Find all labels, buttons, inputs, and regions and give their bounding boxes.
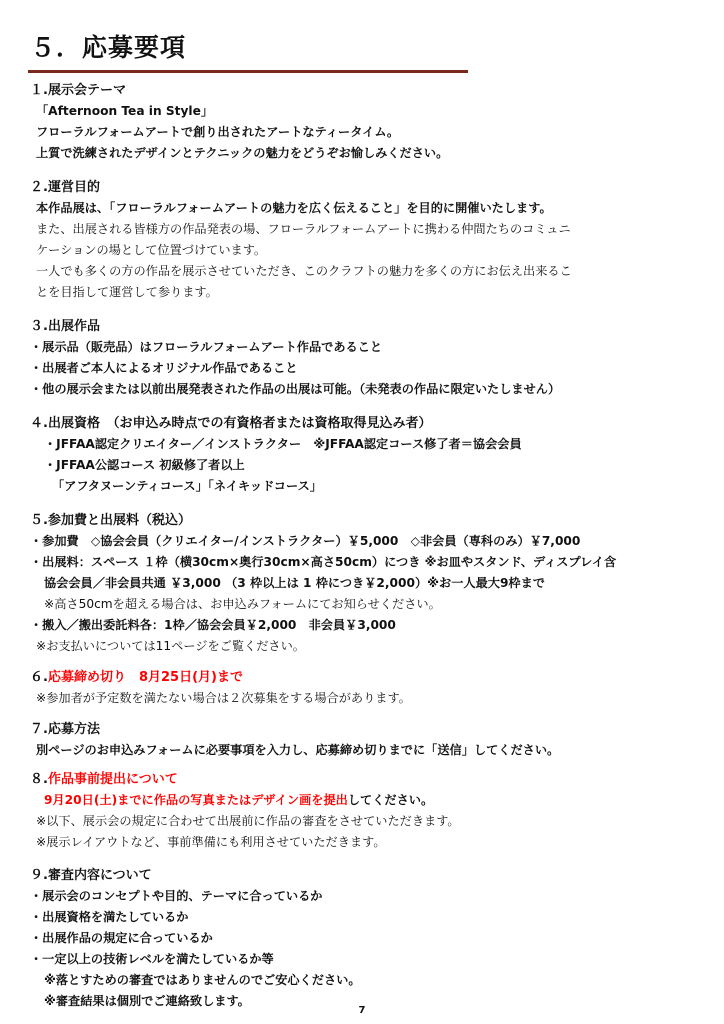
note-line: ※以下、展示会の規定に合わせて出展前に作品の審査をさせていただきます。	[36, 814, 460, 828]
note-line: ※展示レイアウトなど、事前準備にも利用させていただきます。	[36, 835, 386, 849]
section-application-method	[30, 719, 700, 761]
list-item: ・出展者ご本人によるオリジナル作品であること	[30, 361, 298, 375]
text-line: また、出展される皆様方の作品発表の場、フローラルフォームアートに携わる仲間たちのコミュニ	[36, 222, 571, 236]
list-item: ・出展資格を満たしているか	[30, 910, 189, 924]
submission-deadline-text: 9月20日(土)までに作品の写真またはデザイン画を提出	[44, 793, 348, 807]
note-line: ※参加者が予定数を満たない場合は２次募集をする場合があります。	[36, 691, 411, 705]
title-underline	[28, 70, 468, 73]
list-item: ・JFFAA認定クリエイター／インストラクター ※JFFAA認定コース修了者＝協会会員	[44, 437, 522, 451]
section-heading	[30, 769, 700, 790]
text-line: 協会会員／非会員共通 ￥3,000 （3 枠以上は 1 枠につき￥2,000）※お一人最大9枠まで	[44, 576, 545, 590]
list-item: ・展示会のコンセプトや目的、テーマに合っているか	[30, 889, 323, 903]
theme-title: 「Afternoon Tea in Style」	[36, 104, 214, 118]
section-heading: ９.審査内容について	[30, 868, 152, 883]
note-line: ※審査結果は個別でご連絡致します。	[44, 994, 250, 1008]
text-line: ケーションの場として位置づけています。	[36, 243, 267, 257]
list-item: ・出展作品の規定に合っているか	[30, 931, 213, 945]
list-item: ・搬入／搬出委託料各：1枠／協会会員￥2,000 非会員￥3,000	[30, 618, 396, 632]
list-item: ・出展料：スペース １枠（横30cm×奥行30cm×高さ50cm）につき ※お皿やスタンド、ディスプレイ含	[30, 555, 617, 569]
section-heading	[30, 667, 700, 688]
section-purpose	[30, 177, 700, 303]
section-deadline	[30, 667, 700, 709]
text-fragment: してください。	[347, 793, 434, 807]
text-line: 「アフタヌーンティコース」「ネイキッドコース」	[52, 479, 322, 493]
deadline-text: 応募締め切り 8月25日(月)まで	[47, 670, 243, 685]
section-eligibility	[30, 413, 700, 497]
section-heading: １.展示会テーマ	[30, 83, 126, 98]
section-review	[30, 865, 700, 1012]
page-number: 7	[358, 1005, 366, 1016]
section-heading: ５.参加費と出展料（税込）	[30, 513, 191, 528]
text-line: 別ページのお申込みフォームに必要事項を入力し、応募締め切りまでに「送信」してください。	[36, 743, 560, 757]
section-heading: ２.運営目的	[30, 180, 100, 195]
page-title: ５．応募要項	[30, 33, 187, 62]
text-line	[30, 790, 700, 811]
section-heading: ７.応募方法	[30, 722, 100, 737]
section-number: ８.	[30, 772, 48, 787]
list-item: ・JFFAA公認コース 初級修了者以上	[44, 458, 245, 472]
text-line: フローラルフォームアートで創り出されたアートなティータイム。	[36, 125, 400, 139]
text-line: とを目指して運営して参ります。	[36, 285, 218, 299]
text-line: 上質で洗練されたデザインとテクニックの魅力をどうぞお愉しみください。	[36, 146, 449, 160]
note-line: ※お支払いについては11ページをご覧ください。	[36, 639, 305, 653]
section-works	[30, 316, 700, 400]
section-heading: ４.出展資格 （お申込み時点での有資格者または資格取得見込み者）	[30, 416, 432, 431]
list-item: ・参加費 ◇協会会員（クリエイター/インストラクター）￥5,000 ◇非会員（専科のみ）￥7,000	[30, 534, 581, 548]
note-line: ※落とすための審査ではありませんのでご安心ください。	[44, 973, 361, 987]
text-line: 本作品展は、「フローラルフォームアートの魅力を広く伝えること」を目的に開催いたします。	[36, 201, 552, 215]
section-fees	[30, 510, 700, 657]
section-exhibition-theme	[30, 80, 700, 164]
text-line: 一人でも多くの方の作品を展示させていただき、このクラフトの魅力を多くの方にお伝え出来るこ	[36, 264, 572, 278]
section-pre-submission	[30, 769, 700, 853]
note-line: ※高さ50cmを超える場合は、お申込みフォームにてお知らせください。	[44, 597, 441, 611]
section-number: ６.	[30, 670, 48, 685]
list-item: ・他の展示会または以前出展発表された作品の出展は可能。（未発表の作品に限定いたしません）	[30, 382, 561, 396]
pre-submission-title: 作品事前提出について	[47, 772, 178, 787]
section-heading: ３.出展作品	[30, 319, 100, 334]
list-item: ・一定以上の技術レベルを満たしているか等	[30, 952, 274, 966]
content	[30, 80, 700, 1012]
list-item: ・展示品（販売品）はフローラルフォームアート作品であること	[30, 340, 383, 354]
